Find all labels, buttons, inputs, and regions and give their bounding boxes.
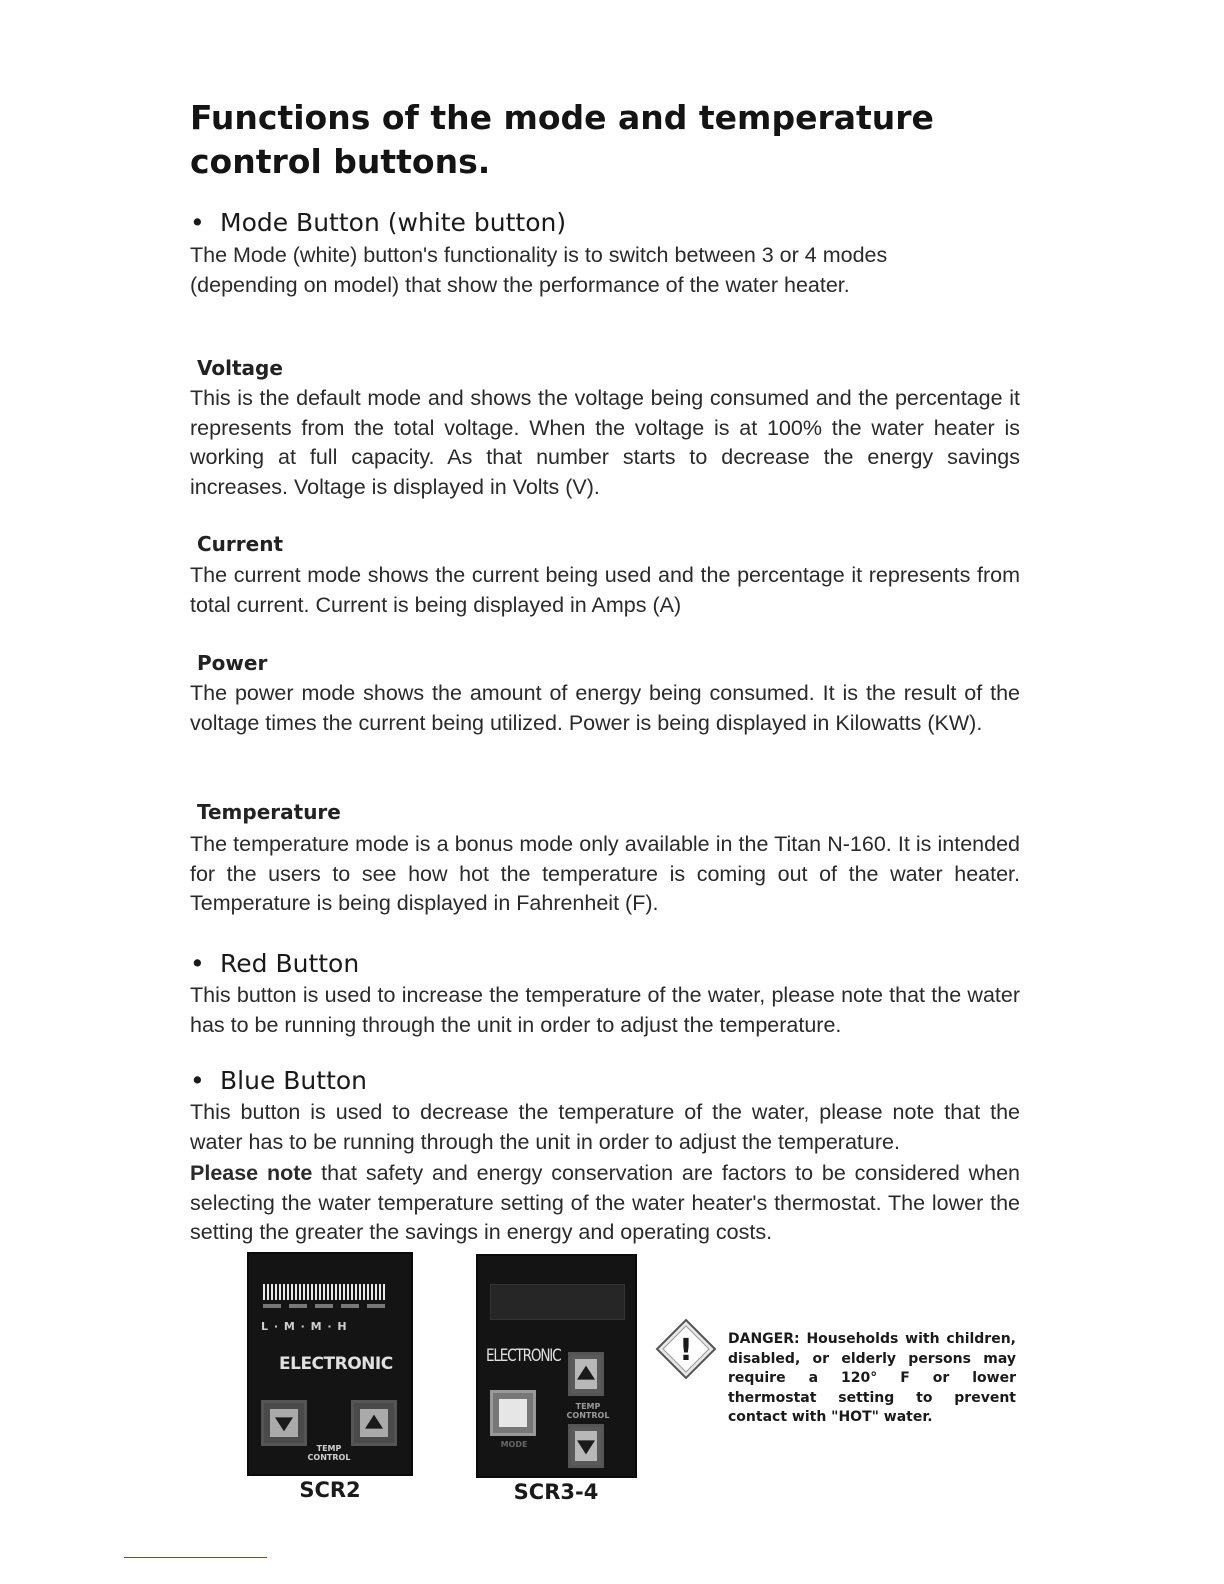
power-heading: Power [197, 651, 268, 675]
level-label: L · M · M · H [261, 1320, 348, 1333]
brand-label: ELECTRONIC [279, 1354, 393, 1374]
voltage-text: This is the default mode and shows the voltage being consumed and the percentage it represents from the total voltage. When the voltage is at 100% the water heater is working at full capacity. As that number starts to decrease the energy savings increases. Voltage is displayed in Volts (V). [190, 386, 1020, 499]
blue-button-text: This button is used to decrease the temperature of the water, please note that the water has to be running through the unit in order to adjust the temperature. [190, 1100, 1020, 1154]
mode-button-text: The Mode (white) button's functionality is to switch between 3 or 4 modes (depending on model) that show the performance of the water heater. [190, 243, 888, 297]
red-button-text: This button is used to increase the temperature of the water, please note that the water has to be running through the unit in order to adjust the temperature. [190, 983, 1020, 1037]
decrease-temp-button[interactable] [568, 1424, 604, 1468]
temp-control-label: TEMP CONTROL [566, 1402, 610, 1420]
level-display-bar [263, 1284, 387, 1300]
bullet-icon: • [190, 208, 205, 237]
footnote-divider [124, 1557, 267, 1558]
danger-warning-text: DANGER: Households with children, disabled, or elderly persons may require a 120° F or lower thermostat setting to prevent contact with "HOT" water. [728, 1331, 1016, 1425]
digital-display [490, 1284, 625, 1320]
brand-label: ELECTRONIC [486, 1346, 561, 1366]
blue-button-heading: • Blue Button [190, 1066, 368, 1095]
mode-button-heading: • Mode Button (white button) [190, 208, 567, 237]
decrease-temp-button[interactable] [261, 1400, 307, 1446]
voltage-heading: Voltage [197, 356, 283, 380]
current-heading: Current [197, 532, 284, 556]
increase-temp-button[interactable] [351, 1400, 397, 1446]
arrow-up-icon [365, 1415, 383, 1429]
temp-control-label: TEMP CONTROL [307, 1444, 351, 1462]
temperature-text: The temperature mode is a bonus mode only available in the Titan N-160. It is intended for the users to see how hot the temperature is coming out of the water heater. Temperature is being displayed in Fahrenheit (F). [190, 832, 1020, 915]
warning-diamond-icon [655, 1318, 717, 1380]
arrow-down-icon [275, 1417, 293, 1431]
current-text: The current mode shows the current being used and the percentage it represents from total current. Current is being displayed in Amps (A) [190, 563, 1020, 617]
led-indicator-row [263, 1304, 387, 1308]
scr2-control-panel [247, 1252, 413, 1476]
document-page [190, 96, 1020, 184]
arrow-down-icon [577, 1440, 595, 1454]
power-text: The power mode shows the amount of energy being consumed. It is the result of the voltage times the current being utilized. Power is being displayed in Kilowatts (KW). [190, 681, 1020, 735]
red-button-heading: • Red Button [190, 949, 360, 978]
mode-button[interactable] [490, 1390, 536, 1436]
bullet-icon: • [190, 949, 205, 978]
scr2-caption: SCR2 [299, 1478, 361, 1502]
page-title: Functions of the mode and temperature control buttons. [190, 98, 934, 181]
scr34-caption: SCR3-4 [513, 1480, 599, 1504]
scr34-control-panel [476, 1254, 637, 1478]
bullet-icon: • [190, 1066, 205, 1095]
increase-temp-button[interactable] [568, 1352, 604, 1396]
please-note-lead: Please note [190, 1161, 313, 1185]
please-note-text: Please note that safety and energy conservation are factors to be considered when selecting the water temperature setting of the water heater's thermostat. The lower the setting the greater the savings in energy and operating costs. [190, 1161, 1021, 1244]
arrow-up-icon [577, 1366, 595, 1380]
temperature-heading: Temperature [197, 800, 341, 824]
mode-label: MODE [500, 1440, 528, 1449]
warning-glyph: ! [679, 1333, 693, 1368]
